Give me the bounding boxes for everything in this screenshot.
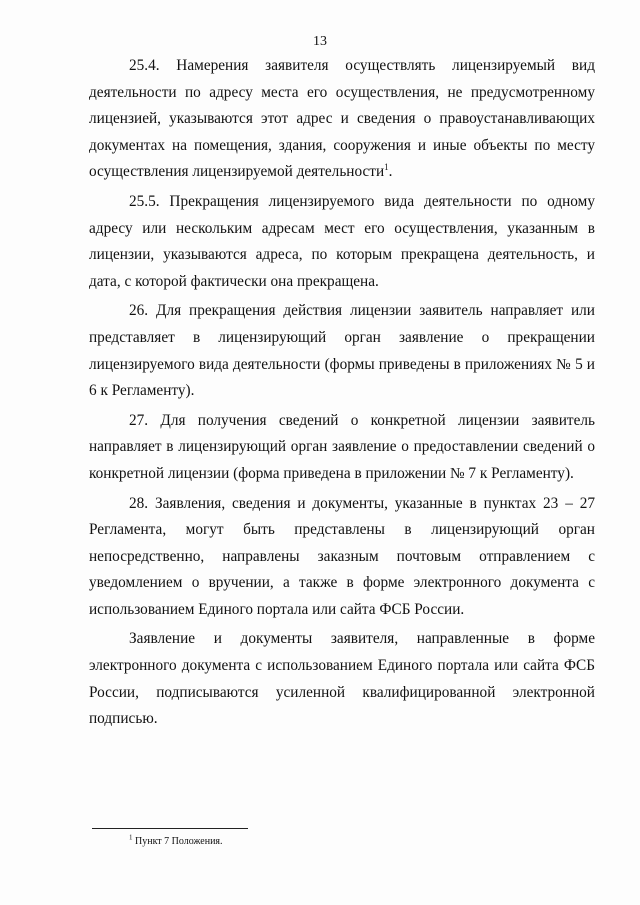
footnote: [129, 833, 223, 847]
paragraph-26: 26. Для прекращения действия лицензии заявитель направляет или представляет в лицензирующий орган заявление о прекращении лицензируемого вида деятельности (формы приведены в приложениях № 5 и 6 к Регламенту).: [89, 302, 595, 400]
paragraph-27: 27. Для получения сведений о конкретной лицензии заявитель направляет в лицензирующий орган заявление о предоставлении сведений о конкретной лицензии (форма приведена в приложении № 7 к Регламенту).: [89, 411, 595, 482]
body-text: [89, 53, 595, 736]
paragraph-electronic-signature: Заявление и документы заявителя, направленные в форме электронного документа с использованием Единого портала или сайта ФСБ России, подписываются усиленной квалифицированной электронной подписью.: [89, 630, 595, 728]
footnote-text: Пункт 7 Положения.: [132, 836, 223, 847]
paragraph-25-4: [89, 53, 595, 186]
paragraph-tail: .: [388, 163, 393, 181]
footnote-marker: 1: [129, 833, 133, 842]
paragraph-28: 28. Заявления, сведения и документы, указанные в пунктах 23 – 27 Регламента, могут быть представлены в лицензирующий орган непосредственно, направлены заказным почтовым отправлением с уведомлением о вручении, а также в форме электронного документа с использованием Единого портала или сайта ФСБ России.: [89, 494, 595, 618]
page-number: 13: [313, 34, 327, 49]
paragraph-25-5: 25.5. Прекращения лицензируемого вида деятельности по одному адресу или нескольким адресам мест его осуществления, указанным в лицензии, указываются адреса, по которым прекращена деятельность, и дата, с которой фактически она прекращена.: [89, 192, 595, 290]
footnote-divider: [92, 828, 248, 829]
footnote-reference[interactable]: 1: [384, 162, 389, 173]
paragraph-text: 25.4. Намерения заявителя осуществлять лицензируемый вид деятельности по адресу места его осуществления, не предусмотренному лицензией, указываются этот адрес и сведения о правоустанавливающих документах на помещения, здания, сооружения и иные объекты по месту осуществления лицензируемой деятельности: [89, 57, 595, 181]
